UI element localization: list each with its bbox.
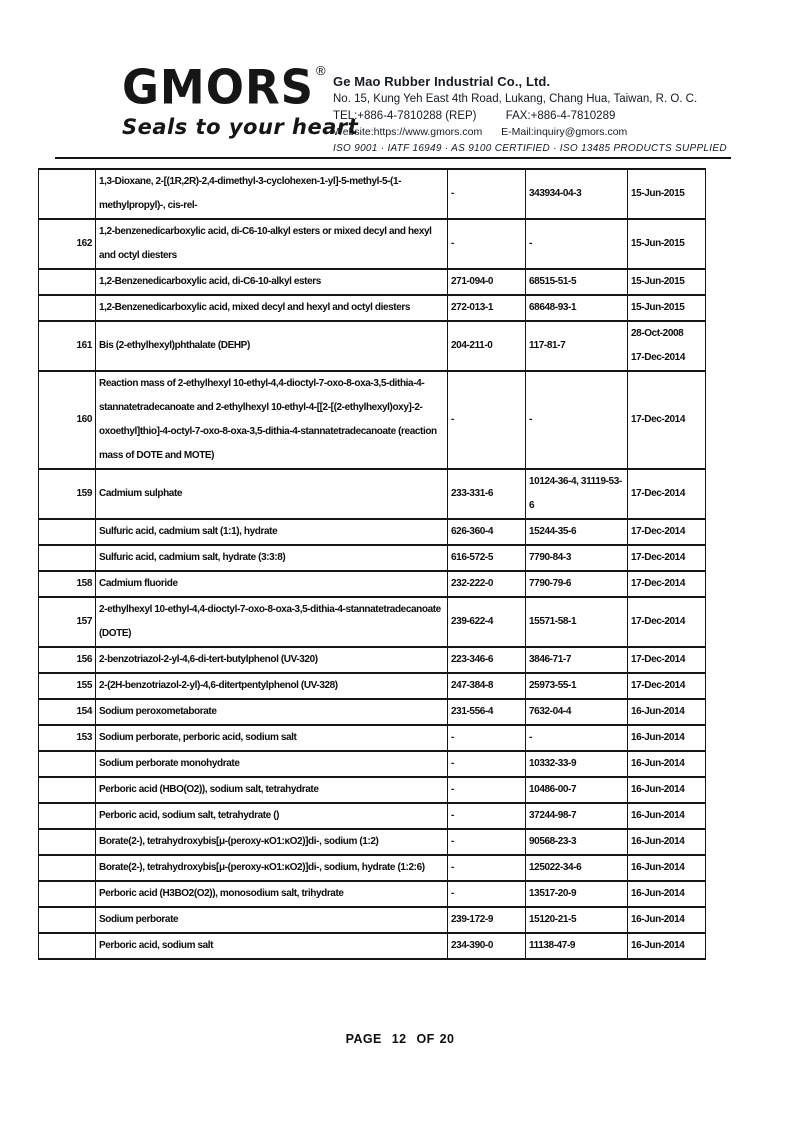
web-line (333, 126, 727, 138)
inclusion-date-cell: 16-Jun-2014 (628, 855, 706, 881)
cas-number-cell: 125022-34-6 (526, 855, 628, 881)
substance-name-cell: 1,2-Benzenedicarboxylic acid, di-C6-10-alkyl esters (96, 269, 448, 295)
ec-number-cell: 239-172-9 (448, 907, 526, 933)
substance-name-cell: 2-(2H-benzotriazol-2-yl)-4,6-ditertpentylphenol (UV-328) (96, 673, 448, 699)
entry-number-cell (39, 519, 96, 545)
ec-number-cell: - (448, 803, 526, 829)
substance-row (39, 829, 706, 855)
ec-number-cell: 233-331-6 (448, 469, 526, 519)
substance-row (39, 933, 706, 959)
cas-number-cell: 7632-04-4 (526, 699, 628, 725)
cas-number-cell: 10124-36-4, 31119-53-6 (526, 469, 628, 519)
cas-number-cell: 25973-55-1 (526, 673, 628, 699)
substance-row (39, 777, 706, 803)
inclusion-date-cell: 17-Dec-2014 (628, 545, 706, 571)
fax-number: FAX:+886-4-7810289 (505, 110, 616, 122)
substance-row (39, 881, 706, 907)
ec-number-cell: 223-346-6 (448, 647, 526, 673)
gmors-logo: GMORS (122, 59, 315, 115)
entry-number-cell (39, 269, 96, 295)
substance-row (39, 699, 706, 725)
substance-row (39, 803, 706, 829)
substance-name-cell: Borate(2-), tetrahydroxybis[μ-(peroxy-κO1:κO2)]di-, sodium, hydrate (1:2:6) (96, 855, 448, 881)
inclusion-date-cell: 16-Jun-2014 (628, 699, 706, 725)
entry-number-cell: 154 (39, 699, 96, 725)
substance-name-cell: Cadmium sulphate (96, 469, 448, 519)
substance-name-cell: Perboric acid (HBO(O2)), sodium salt, tetrahydrate (96, 777, 448, 803)
substance-row (39, 269, 706, 295)
cas-number-cell: 3846-71-7 (526, 647, 628, 673)
page-number: 12 (391, 1032, 407, 1046)
inclusion-date-cell: 16-Jun-2014 (628, 907, 706, 933)
substance-name-cell: 1,2-benzenedicarboxylic acid, di-C6-10-alkyl esters or mixed decyl and hexyl and octyl diesters (96, 219, 448, 269)
entry-number-cell: 156 (39, 647, 96, 673)
entry-number-cell (39, 751, 96, 777)
substance-name-cell: 2-ethylhexyl 10-ethyl-4,4-dioctyl-7-oxo-8-oxa-3,5-dithia-4-stannatetradecanoate (DOTE) (96, 597, 448, 647)
inclusion-date-cell: 17-Dec-2014 (628, 673, 706, 699)
substance-row (39, 907, 706, 933)
email-address: E-Mail:inquiry@gmors.com (501, 126, 628, 138)
ec-number-cell: - (448, 855, 526, 881)
substance-row (39, 673, 706, 699)
substance-name-cell: Sodium perborate, perboric acid, sodium salt (96, 725, 448, 751)
substance-name-cell: Borate(2-), tetrahydroxybis[μ-(peroxy-κO1:κO2)]di-, sodium (1:2) (96, 829, 448, 855)
ec-number-cell: 204-211-0 (448, 321, 526, 371)
ec-number-cell: - (448, 829, 526, 855)
inclusion-date-cell: 16-Jun-2014 (628, 803, 706, 829)
company-name: Ge Mao Rubber Industrial Co., Ltd. (333, 74, 551, 89)
entry-number-cell: 159 (39, 469, 96, 519)
company-info-block (333, 74, 727, 154)
ec-number-cell: 247-384-8 (448, 673, 526, 699)
substance-row (39, 597, 706, 647)
cas-number-cell: 68515-51-5 (526, 269, 628, 295)
entry-number-cell: 155 (39, 673, 96, 699)
cas-number-cell: 15244-35-6 (526, 519, 628, 545)
inclusion-date-cell: 17-Dec-2014 (628, 519, 706, 545)
cas-number-cell: 15120-21-5 (526, 907, 628, 933)
inclusion-date-cell: 16-Jun-2014 (628, 933, 706, 959)
substance-row (39, 321, 706, 371)
logo-tagline: Seals to your heart (122, 115, 359, 139)
company-address: No. 15, Kung Yeh East 4th Road, Lukang, Chang Hua, Taiwan, R. O. C. (333, 93, 698, 105)
inclusion-date-cell: 15-Jun-2015 (628, 219, 706, 269)
entry-number-cell (39, 933, 96, 959)
ec-number-cell: 271-094-0 (448, 269, 526, 295)
page-footer (0, 1032, 800, 1046)
substance-name-cell: Perboric acid, sodium salt, tetrahydrate () (96, 803, 448, 829)
substance-row (39, 519, 706, 545)
inclusion-date-cell: 17-Dec-2014 (628, 469, 706, 519)
entry-number-cell (39, 545, 96, 571)
cas-number-cell: 10486-00-7 (526, 777, 628, 803)
ec-number-cell: - (448, 725, 526, 751)
entry-number-cell (39, 777, 96, 803)
entry-number-cell (39, 829, 96, 855)
inclusion-date-cell: 16-Jun-2014 (628, 751, 706, 777)
substance-row (39, 545, 706, 571)
inclusion-date-cell: 16-Jun-2014 (628, 829, 706, 855)
ec-number-cell: 616-572-5 (448, 545, 526, 571)
entry-number-cell: 161 (39, 321, 96, 371)
substance-row (39, 647, 706, 673)
entry-number-cell: 158 (39, 571, 96, 597)
of-label: OF (416, 1032, 435, 1046)
cas-number-cell: 10332-33-9 (526, 751, 628, 777)
page-label: PAGE (345, 1032, 382, 1046)
substance-name-cell: Sodium perborate monohydrate (96, 751, 448, 777)
cas-number-cell: 7790-84-3 (526, 545, 628, 571)
substance-row (39, 725, 706, 751)
substance-row (39, 855, 706, 881)
substance-row (39, 219, 706, 269)
header-divider (55, 157, 731, 159)
certifications-line: ISO 9001 · IATF 16949 · AS 9100 CERTIFIED · ISO 13485 PRODUCTS SUPPLIED (333, 143, 727, 154)
inclusion-date-cell: 17-Dec-2014 (628, 647, 706, 673)
cas-number-cell: - (526, 371, 628, 469)
entry-number-cell (39, 881, 96, 907)
substance-row (39, 371, 706, 469)
ec-number-cell: 232-222-0 (448, 571, 526, 597)
substance-row (39, 169, 706, 219)
substance-name-cell: Sulfuric acid, cadmium salt (1:1), hydrate (96, 519, 448, 545)
entry-number-cell: 162 (39, 219, 96, 269)
inclusion-date-cell: 17-Dec-2014 (628, 597, 706, 647)
substance-table-body (39, 169, 706, 959)
ec-number-cell: - (448, 881, 526, 907)
substance-name-cell: Sodium perborate (96, 907, 448, 933)
cas-number-cell: 7790-79-6 (526, 571, 628, 597)
inclusion-date-cell: 16-Jun-2014 (628, 777, 706, 803)
ec-number-cell: - (448, 777, 526, 803)
date-line: 28-Oct-2008 (631, 328, 684, 339)
inclusion-date-cell: 15-Jun-2015 (628, 295, 706, 321)
inclusion-date-cell: 15-Jun-2015 (628, 269, 706, 295)
substance-row (39, 571, 706, 597)
cas-number-cell: 343934-04-3 (526, 169, 628, 219)
substance-name-cell: 1,2-Benzenedicarboxylic acid, mixed decyl and hexyl and octyl diesters (96, 295, 448, 321)
cas-number-cell: 68648-93-1 (526, 295, 628, 321)
inclusion-date-cell: 15-Jun-2015 (628, 169, 706, 219)
inclusion-date-cell: 17-Dec-2014 (628, 571, 706, 597)
phone-line (333, 110, 727, 122)
substance-name-cell: 1,3-Dioxane, 2-[(1R,2R)-2,4-dimethyl-3-cyclohexen-1-yl]-5-methyl-5-(1-methylpropyl)-, cis-rel- (96, 169, 448, 219)
entry-number-cell (39, 803, 96, 829)
entry-number-cell (39, 907, 96, 933)
substance-row (39, 469, 706, 519)
logo-block (122, 59, 359, 139)
inclusion-date-cell: 16-Jun-2014 (628, 881, 706, 907)
substance-name-cell: Perboric acid (H3BO2(O2)), monosodium salt, trihydrate (96, 881, 448, 907)
substance-name-cell: Cadmium fluoride (96, 571, 448, 597)
entry-number-cell: 153 (39, 725, 96, 751)
substance-name-cell: Bis (2-ethylhexyl)phthalate (DEHP) (96, 321, 448, 371)
ec-number-cell: 239-622-4 (448, 597, 526, 647)
date-line: 17-Dec-2014 (631, 352, 685, 363)
cas-number-cell: - (526, 219, 628, 269)
substance-row (39, 295, 706, 321)
entry-number-cell: 157 (39, 597, 96, 647)
cas-number-cell: 15571-58-1 (526, 597, 628, 647)
entry-number-cell: 160 (39, 371, 96, 469)
ec-number-cell: 272-013-1 (448, 295, 526, 321)
substance-name-cell: Perboric acid, sodium salt (96, 933, 448, 959)
substance-name-cell: Sulfuric acid, cadmium salt, hydrate (3:3:8) (96, 545, 448, 571)
ec-number-cell: 626-360-4 (448, 519, 526, 545)
inclusion-date-cell: 16-Jun-2014 (628, 725, 706, 751)
cas-number-cell: 11138-47-9 (526, 933, 628, 959)
ec-number-cell: - (448, 751, 526, 777)
cas-number-cell: 13517-20-9 (526, 881, 628, 907)
cas-number-cell: - (526, 725, 628, 751)
cas-number-cell: 90568-23-3 (526, 829, 628, 855)
entry-number-cell (39, 855, 96, 881)
inclusion-date-cell: 17-Dec-2014 (628, 371, 706, 469)
ec-number-cell: - (448, 219, 526, 269)
total-pages: 20 (439, 1032, 455, 1046)
registered-trademark-icon: ® (316, 63, 326, 78)
entry-number-cell (39, 169, 96, 219)
svhc-substance-table (38, 168, 706, 960)
entry-number-cell (39, 295, 96, 321)
substance-name-cell: 2-benzotriazol-2-yl-4,6-di-tert-butylphenol (UV-320) (96, 647, 448, 673)
inclusion-date-cell (628, 321, 706, 371)
cas-number-cell: 37244-98-7 (526, 803, 628, 829)
substance-row (39, 751, 706, 777)
ec-number-cell: 231-556-4 (448, 699, 526, 725)
substance-name-cell: Sodium peroxometaborate (96, 699, 448, 725)
cas-number-cell: 117-81-7 (526, 321, 628, 371)
tel-number: TEL:+886-4-7810288 (REP) (333, 110, 477, 122)
website-url: Website:https://www.gmors.com (333, 126, 483, 138)
ec-number-cell: - (448, 371, 526, 469)
ec-number-cell: - (448, 169, 526, 219)
substance-name-cell: Reaction mass of 2-ethylhexyl 10-ethyl-4,4-dioctyl-7-oxo-8-oxa-3,5-dithia-4-stannatetradecanoate and 2-ethylhexyl 10-ethyl-4-[[2-[(2-ethylhexyl)oxy]-2-oxoethyl]thio]-4-octyl-7-oxo-8-oxa-3,5-dithia-4-stannatetradecanoate (reaction mass of DOTE and MOTE) (96, 371, 448, 469)
ec-number-cell: 234-390-0 (448, 933, 526, 959)
